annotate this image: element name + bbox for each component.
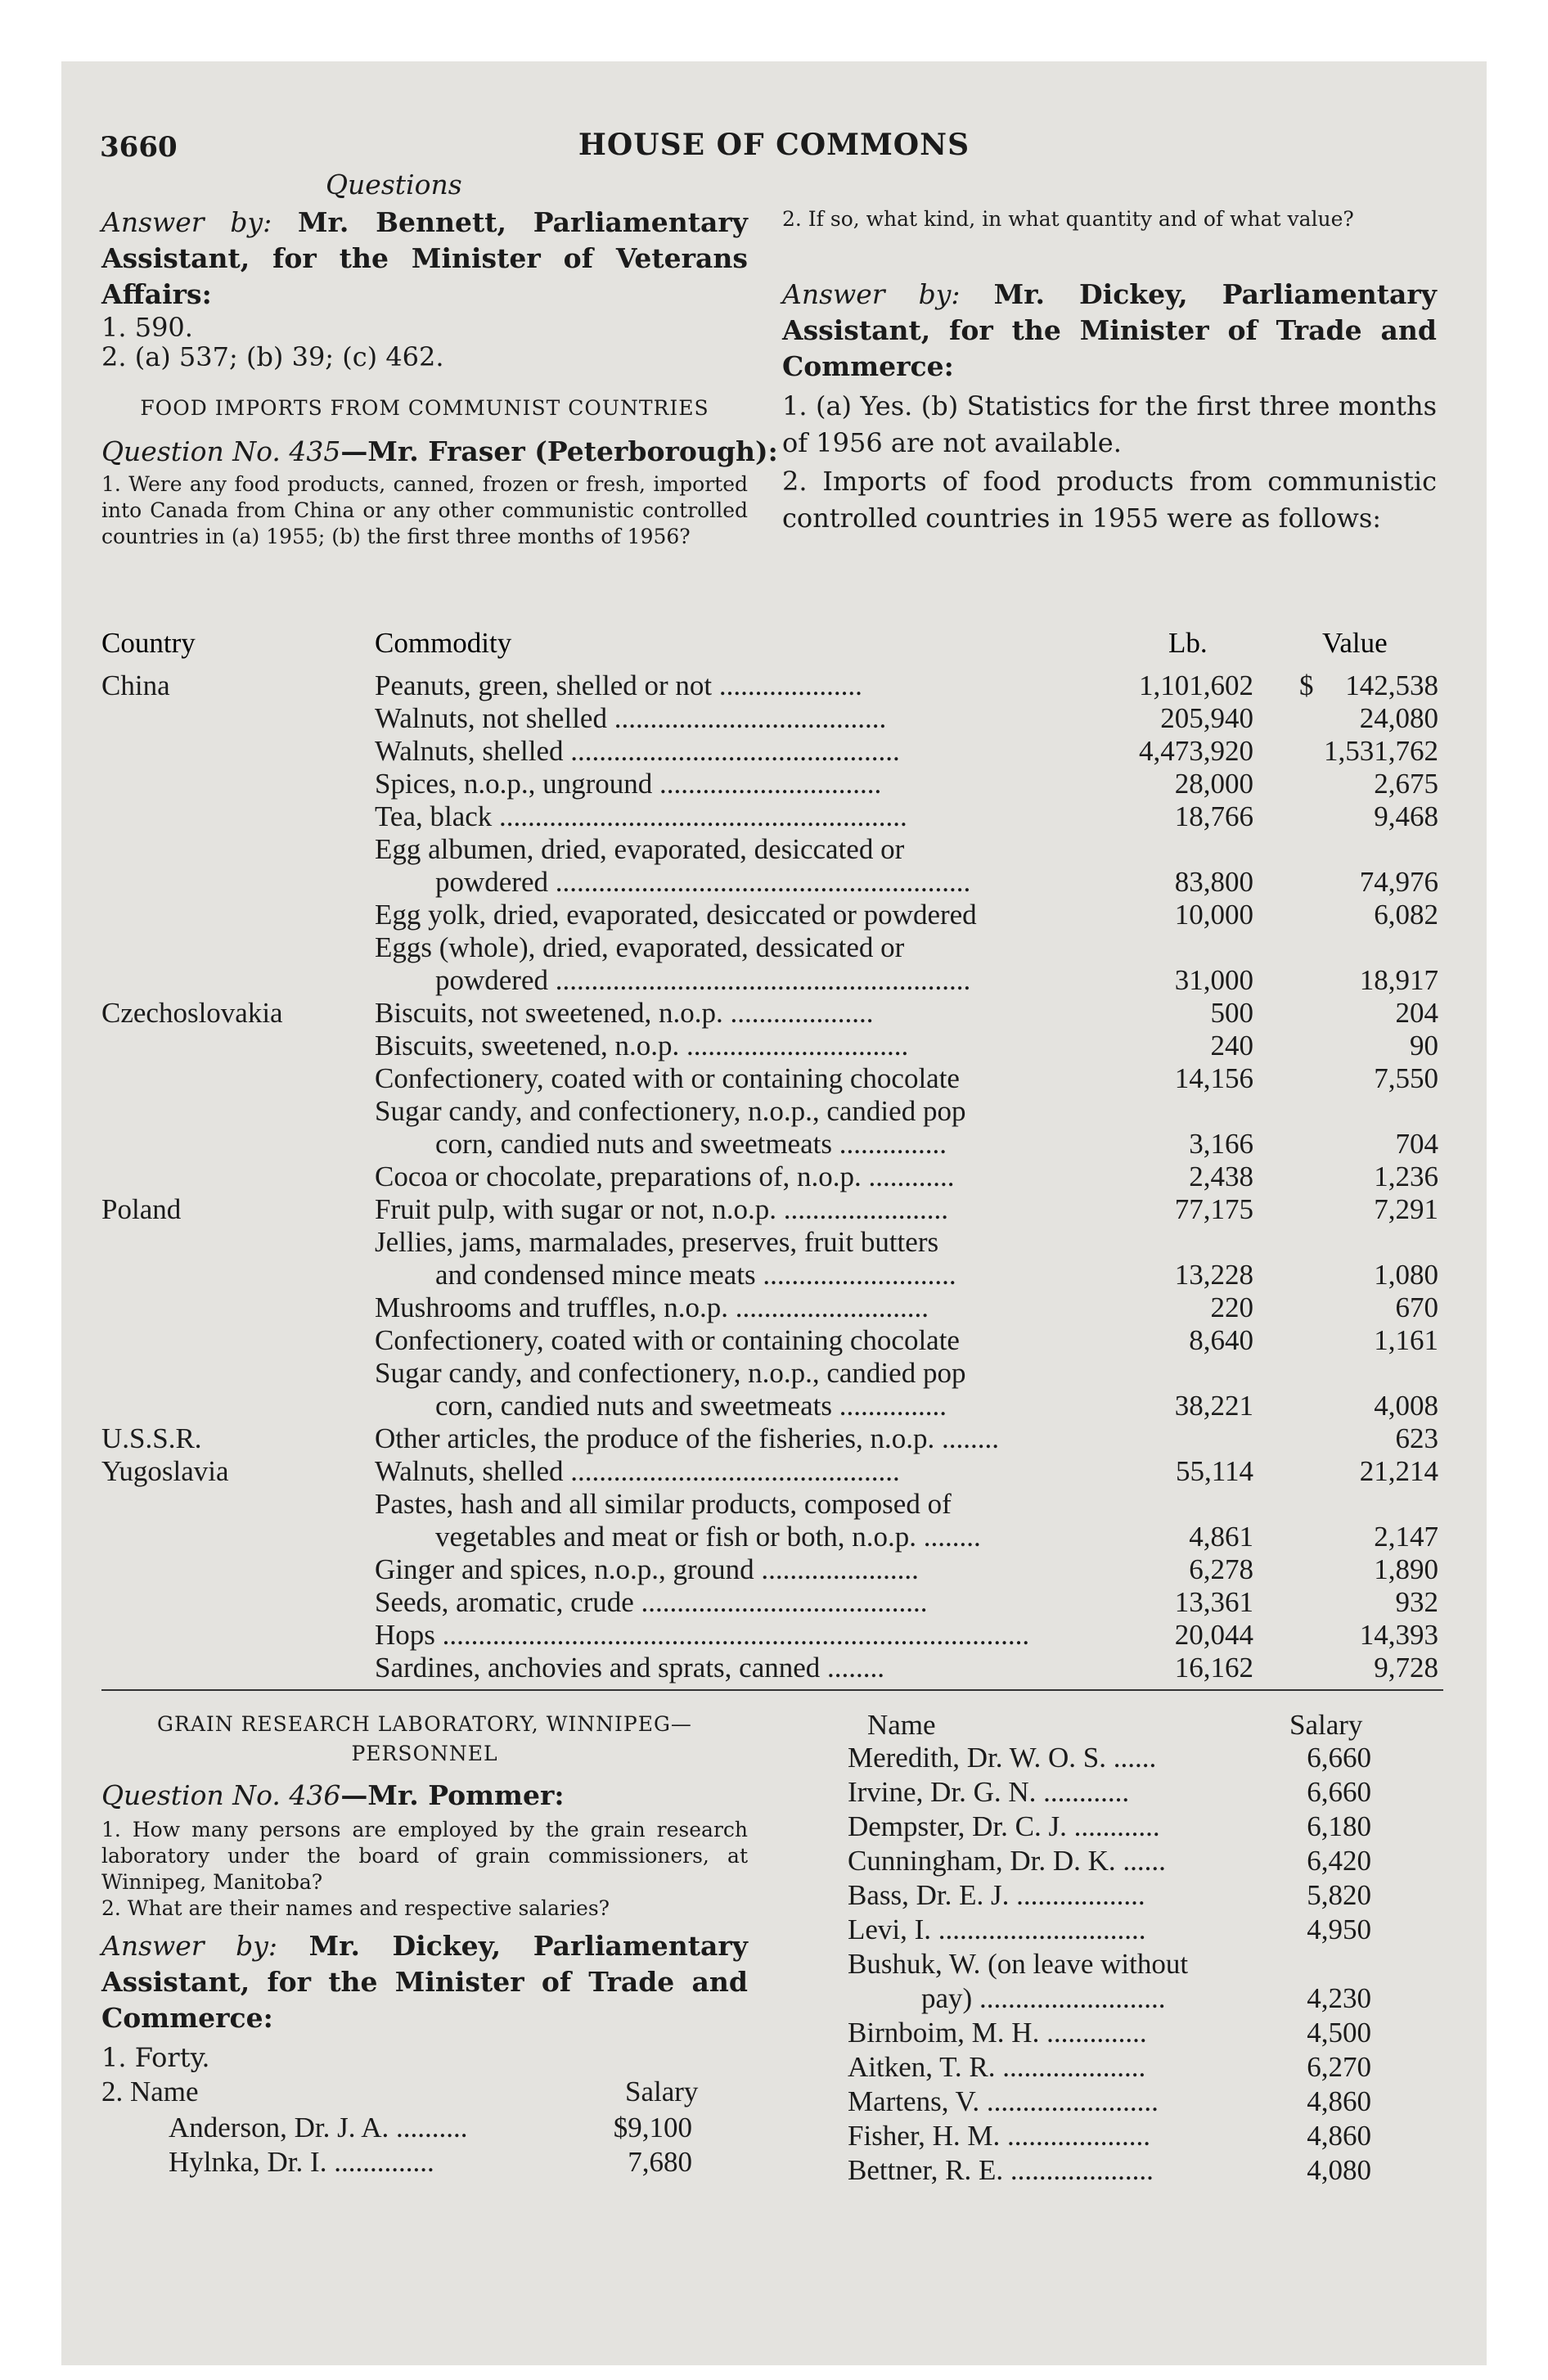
table-row — [0, 1226, 1548, 1259]
q435-answer-2: 2. Imports of food products from communistic controlled countries in 1955 were as follows: — [782, 466, 1437, 534]
q435-answer — [782, 277, 1437, 385]
q436-answer — [101, 1928, 748, 2036]
value-cell: 90 — [1410, 1030, 1438, 1062]
lb-cell: 4,473,920 — [1139, 735, 1253, 767]
q436-question-line — [101, 1779, 565, 1811]
staff-salary: 6,270 — [1307, 2051, 1371, 2083]
table-row — [0, 866, 1548, 899]
commodity-cell: and condensed mince meats ........................... — [435, 1259, 956, 1291]
commodity-cell: Tea, black ......................................................... — [375, 800, 907, 832]
answer-lead: Answer by: — [101, 1930, 278, 1962]
commodity-cell: corn, candied nuts and sweetmeats ............... — [435, 1390, 947, 1422]
lb-cell: 1,101,602 — [1139, 669, 1253, 701]
staff-salary: 6,420 — [1307, 1845, 1371, 1877]
staff-row — [169, 2112, 692, 2144]
value-cell: 21,214 — [1359, 1455, 1438, 1487]
commodity-cell: powdered .......................................................... — [435, 964, 971, 996]
question-member: —Mr. Pommer: — [340, 1779, 565, 1811]
table-row — [0, 1128, 1548, 1161]
value-cell: 1,161 — [1374, 1324, 1438, 1356]
staff-row — [848, 1776, 1371, 1809]
table-row — [0, 1291, 1548, 1324]
table-row — [0, 735, 1548, 768]
table-row — [0, 1259, 1548, 1291]
table-row — [0, 1422, 1548, 1455]
table-row — [0, 1652, 1548, 1684]
prior-answer — [101, 205, 748, 313]
staff-salary: 6,660 — [1307, 1776, 1371, 1808]
table-row — [0, 1455, 1548, 1488]
commodity-cell: Walnuts, shelled .............................................. — [375, 735, 900, 767]
answer-attribution: Mr. Dickey, Parliamentary Assistant, for the Minister of Trade and Commerce: — [101, 1930, 748, 2034]
prior-answer-2: 2. (a) 537; (b) 39; (c) 462. — [101, 341, 444, 372]
value-cell: 9,468 — [1374, 800, 1438, 832]
lb-cell: 16,162 — [1174, 1652, 1253, 1684]
staff-name: Irvine, Dr. G. N. ............ — [848, 1776, 1130, 1808]
col-header-lb: Lb. — [1168, 627, 1208, 659]
commodity-cell: Hops .................................................................................. — [375, 1619, 1030, 1651]
value-cell: 9,728 — [1374, 1652, 1438, 1684]
commodity-cell: Other articles, the produce of the fisheries, n.o.p. ........ — [375, 1422, 999, 1454]
lb-cell: 31,000 — [1174, 964, 1253, 996]
table-row — [0, 1095, 1548, 1128]
q435-part2: 2. If so, what kind, in what quantity and of what value? — [782, 207, 1354, 231]
dollar-sign: $ — [1299, 669, 1314, 701]
commodity-cell: Egg yolk, dried, evaporated, desiccated or powdered — [375, 899, 977, 931]
value-cell: 932 — [1395, 1586, 1438, 1618]
staff-name: Fisher, H. M. .................... — [848, 2120, 1150, 2152]
value-cell: 704 — [1395, 1128, 1438, 1160]
commodity-cell: powdered .......................................................... — [435, 866, 971, 898]
q435-question-line — [101, 435, 778, 467]
value-cell: 1,236 — [1374, 1161, 1438, 1192]
staff-name: Martens, V. ........................ — [848, 2085, 1159, 2117]
staff-row — [848, 2154, 1371, 2187]
lb-cell: 4,861 — [1189, 1521, 1253, 1553]
value-cell: 623 — [1395, 1422, 1438, 1454]
country-cell: Yugoslavia — [101, 1455, 229, 1487]
table-row — [0, 1030, 1548, 1062]
col-header-value: Value — [1322, 627, 1388, 659]
staff-salary: 4,500 — [1307, 2017, 1371, 2049]
staff-row — [169, 2146, 692, 2179]
section-divider — [101, 1689, 1443, 1691]
page-number: 3660 — [100, 131, 178, 164]
staff-row — [848, 1913, 1371, 1946]
value-cell: 1,890 — [1374, 1553, 1438, 1585]
value-cell: 24,080 — [1359, 702, 1438, 734]
answer-attribution: Mr. Bennett, Parliamentary Assistant, for the Minister of Veterans Affairs: — [101, 206, 748, 310]
value-cell: 670 — [1395, 1291, 1438, 1323]
value-cell: 74,976 — [1359, 866, 1438, 898]
staff-salary: 5,820 — [1307, 1879, 1371, 1911]
table-row — [0, 997, 1548, 1030]
country-cell: Czechoslovakia — [101, 997, 283, 1029]
commodity-cell: Spices, n.o.p., unground ............................... — [375, 768, 882, 800]
lb-cell: 38,221 — [1174, 1390, 1253, 1422]
table-row — [0, 1521, 1548, 1553]
value-cell: 6,082 — [1374, 899, 1438, 931]
commodity-cell: vegetables and meat or fish or both, n.o.p. ........ — [435, 1521, 981, 1553]
staff-name: Bass, Dr. E. J. .................. — [848, 1879, 1145, 1911]
commodity-cell: Fruit pulp, with sugar or not, n.o.p. ....................... — [375, 1193, 948, 1225]
commodity-cell: Sugar candy, and confectionery, n.o.p., candied pop — [375, 1095, 966, 1127]
table-row — [0, 669, 1548, 702]
staff-row — [848, 1879, 1371, 1912]
table-row — [0, 1553, 1548, 1586]
lb-cell: 10,000 — [1174, 899, 1253, 931]
staff-row — [848, 2085, 1371, 2118]
staff-row — [848, 2120, 1371, 2152]
commodity-cell: Biscuits, not sweetened, n.o.p. .................... — [375, 997, 874, 1029]
staff-name: pay) .......................... — [921, 1982, 1166, 2014]
commodity-cell: Mushrooms and truffles, n.o.p. ........................... — [375, 1291, 929, 1323]
table-row — [0, 768, 1548, 800]
value-cell: 7,291 — [1374, 1193, 1438, 1225]
left-salary-header: Salary — [625, 2076, 699, 2107]
lb-cell: 13,228 — [1174, 1259, 1253, 1291]
table-row — [0, 1488, 1548, 1521]
q436-heading-line2: PERSONNEL — [351, 1742, 498, 1765]
table-row — [0, 1586, 1548, 1619]
value-cell: 7,550 — [1374, 1062, 1438, 1094]
table-row — [0, 1062, 1548, 1095]
staff-list-right — [848, 1742, 1371, 2200]
staff-row — [848, 1948, 1371, 1981]
staff-salary: 4,230 — [1307, 1982, 1371, 2014]
staff-name: Bettner, R. E. .................... — [848, 2154, 1154, 2186]
table-row — [0, 1324, 1548, 1357]
lb-cell: 28,000 — [1174, 768, 1253, 800]
lb-cell: 2,438 — [1189, 1161, 1253, 1192]
staff-salary: 4,860 — [1307, 2085, 1371, 2117]
value-cell: 1,531,762 — [1324, 735, 1438, 767]
staff-name: Aitken, T. R. .................... — [848, 2051, 1146, 2083]
q435-answer-1: 1. (a) Yes. (b) Statistics for the first three months of 1956 are not available. — [782, 390, 1437, 458]
lb-cell: 55,114 — [1176, 1455, 1253, 1487]
commodity-cell: Eggs (whole), dried, evaporated, dessicated or — [375, 931, 905, 963]
section-label: Questions — [326, 169, 462, 201]
staff-salary: $9,100 — [613, 2112, 692, 2143]
table-row — [0, 1619, 1548, 1652]
commodity-cell: Jellies, jams, marmalades, preserves, fruit butters — [375, 1226, 939, 1258]
staff-name: Dempster, Dr. C. J. ............ — [848, 1810, 1160, 1842]
value-cell: 1,080 — [1374, 1259, 1438, 1291]
staff-row — [848, 2051, 1371, 2084]
table-row — [0, 1357, 1548, 1390]
lb-cell: 8,640 — [1189, 1324, 1253, 1356]
country-cell: Poland — [101, 1193, 182, 1225]
running-head: HOUSE OF COMMONS — [578, 128, 970, 162]
lb-cell: 3,166 — [1189, 1128, 1253, 1160]
table-row — [0, 800, 1548, 833]
staff-row — [848, 1810, 1371, 1843]
q436-part2: 2. What are their names and respective salaries? — [101, 1896, 610, 1920]
lb-cell: 205,940 — [1160, 702, 1253, 734]
value-cell: 4,008 — [1374, 1390, 1438, 1422]
commodity-cell: Ginger and spices, n.o.p., ground ...................... — [375, 1553, 919, 1585]
staff-row — [848, 1742, 1371, 1774]
lb-cell: 220 — [1210, 1291, 1253, 1323]
table-row — [0, 899, 1548, 931]
q436-part1: 1. How many persons are employed by the grain research laboratory under the board of grain commissioners, at Winnipeg, Manitoba? — [101, 1818, 748, 1894]
prior-answer-1: 1. 590. — [101, 312, 193, 343]
value-cell: 2,147 — [1374, 1521, 1438, 1553]
country-cell: U.S.S.R. — [101, 1422, 202, 1454]
staff-row — [848, 1845, 1371, 1877]
col-header-country: Country — [101, 627, 196, 659]
lb-cell: 18,766 — [1174, 800, 1253, 832]
question-member: —Mr. Fraser (Peterborough): — [340, 435, 778, 467]
staff-salary: 4,080 — [1307, 2154, 1371, 2186]
lb-cell: 83,800 — [1174, 866, 1253, 898]
value-cell: 18,917 — [1359, 964, 1438, 996]
q436-answer-2: 2. Name — [101, 2076, 199, 2107]
question-number: Question No. 435 — [101, 435, 341, 467]
table-row — [0, 931, 1548, 964]
lb-cell: 500 — [1210, 997, 1253, 1029]
commodity-cell: Sardines, anchovies and sprats, canned ........ — [375, 1652, 885, 1684]
q436-heading-line1: GRAIN RESEARCH LABORATORY, WINNIPEG— — [157, 1712, 692, 1736]
country-cell: China — [101, 669, 170, 701]
table-row — [0, 1193, 1548, 1226]
q436-answer-1: 1. Forty. — [101, 2042, 210, 2073]
commodity-cell: Confectionery, coated with or containing chocolate — [375, 1062, 960, 1094]
commodity-cell: Sugar candy, and confectionery, n.o.p., candied pop — [375, 1357, 966, 1389]
table-row — [0, 1161, 1548, 1193]
staff-name: Anderson, Dr. J. A. .......... — [169, 2112, 468, 2143]
staff-name: Levi, I. ............................. — [848, 1913, 1146, 1945]
staff-name: Bushuk, W. (on leave without — [848, 1948, 1189, 1980]
commodity-cell: Seeds, aromatic, crude ........................................ — [375, 1586, 928, 1618]
answer-lead: Answer by: — [101, 206, 272, 238]
imports-table — [0, 669, 1548, 1684]
lb-cell: 14,156 — [1174, 1062, 1253, 1094]
lb-cell: 20,044 — [1174, 1619, 1253, 1651]
table-row — [0, 833, 1548, 866]
commodity-cell: Biscuits, sweetened, n.o.p. ............................... — [375, 1030, 909, 1062]
staff-salary: 6,180 — [1307, 1810, 1371, 1842]
staff-name: Hylnka, Dr. I. .............. — [169, 2146, 434, 2178]
right-salary-header: Salary — [1289, 1709, 1363, 1741]
answer-attribution: Mr. Dickey, Parliamentary Assistant, for the Minister of Trade and Commerce: — [782, 278, 1437, 382]
lb-cell: 6,278 — [1189, 1553, 1253, 1585]
right-name-header: Name — [867, 1709, 936, 1741]
commodity-cell: Pastes, hash and all similar products, composed of — [375, 1488, 952, 1520]
commodity-cell: corn, candied nuts and sweetmeats ............... — [435, 1128, 947, 1160]
staff-salary: 4,860 — [1307, 2120, 1371, 2152]
lb-cell: 240 — [1210, 1030, 1253, 1062]
col-header-commodity: Commodity — [375, 627, 512, 659]
commodity-cell: Cocoa or chocolate, preparations of, n.o.p. ............ — [375, 1161, 955, 1192]
table-row — [0, 964, 1548, 997]
q435-heading: FOOD IMPORTS FROM COMMUNIST COUNTRIES — [140, 396, 709, 420]
staff-row — [848, 1982, 1371, 2015]
value-cell: 204 — [1395, 997, 1438, 1029]
value-cell: 14,393 — [1359, 1619, 1438, 1651]
commodity-cell: Egg albumen, dried, evaporated, desiccated or — [375, 833, 905, 865]
staff-salary: 6,660 — [1307, 1742, 1371, 1774]
commodity-cell: Walnuts, not shelled ...................................... — [375, 702, 887, 734]
commodity-cell: Walnuts, shelled .............................................. — [375, 1455, 900, 1487]
staff-row — [848, 2017, 1371, 2049]
value-cell: 2,675 — [1374, 768, 1438, 800]
commodity-cell: Peanuts, green, shelled or not .................... — [375, 669, 862, 701]
commodity-cell: Confectionery, coated with or containing chocolate — [375, 1324, 960, 1356]
table-row — [0, 1390, 1548, 1422]
lb-cell: 77,175 — [1174, 1193, 1253, 1225]
answer-lead: Answer by: — [782, 278, 961, 310]
staff-salary: 7,680 — [628, 2146, 692, 2178]
lb-cell: 13,361 — [1174, 1586, 1253, 1618]
staff-name: Cunningham, Dr. D. K. ...... — [848, 1845, 1166, 1877]
staff-list-left — [169, 2112, 692, 2185]
table-row — [0, 702, 1548, 735]
staff-salary: 4,950 — [1307, 1913, 1371, 1945]
value-cell: 142,538 — [1345, 669, 1438, 701]
q435-part1: 1. Were any food products, canned, frozen or fresh, imported into Canada from China or any other communistic controlled countries in (a) 1955; (b) the first three months of 1956? — [101, 472, 748, 548]
staff-name: Meredith, Dr. W. O. S. ...... — [848, 1742, 1157, 1774]
question-number: Question No. 436 — [101, 1779, 341, 1811]
staff-name: Birnboim, M. H. .............. — [848, 2017, 1147, 2049]
